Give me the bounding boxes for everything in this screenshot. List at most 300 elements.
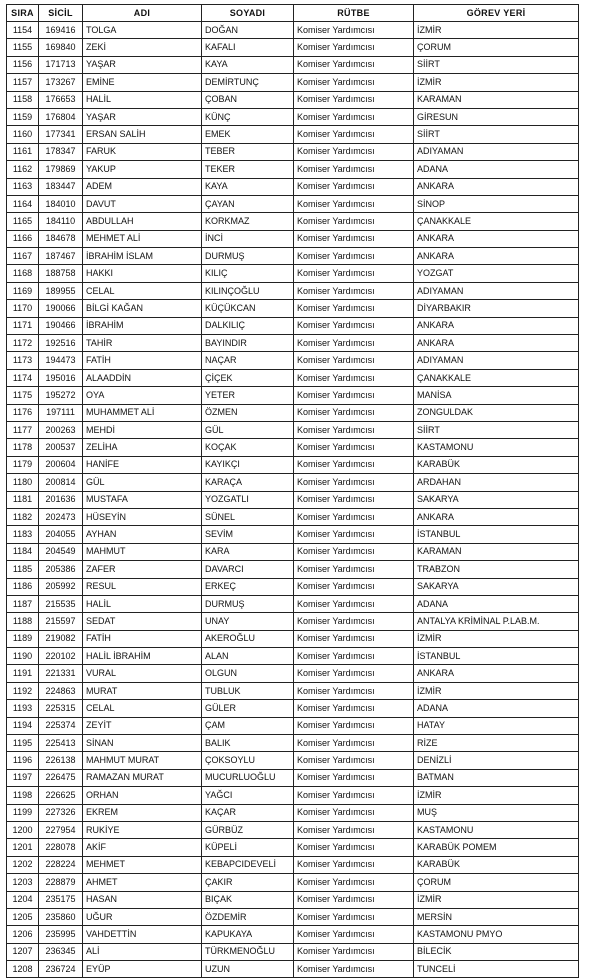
cell-sira: 1165: [7, 213, 39, 230]
table-row: [7, 74, 579, 91]
cell-sira: 1192: [7, 682, 39, 699]
cell-gorev-yeri: ANKARA: [414, 508, 579, 525]
cell-sira: 1164: [7, 195, 39, 212]
table-row: [7, 213, 579, 230]
table-row: [7, 108, 579, 125]
cell-sicil: 200604: [39, 456, 83, 473]
cell-soyadi: ÇOBAN: [202, 91, 294, 108]
table-row: [7, 265, 579, 282]
cell-soyadi: KOÇAK: [202, 439, 294, 456]
cell-gorev-yeri: İZMİR: [414, 891, 579, 908]
table-row: [7, 126, 579, 143]
cell-soyadi: UNAY: [202, 613, 294, 630]
cell-soyadi: ÖZMEN: [202, 404, 294, 421]
table-row: [7, 491, 579, 508]
cell-rutbe: Komiser Yardımcısı: [294, 943, 414, 960]
cell-sira: 1190: [7, 648, 39, 665]
table-row: [7, 735, 579, 752]
cell-rutbe: Komiser Yardımcısı: [294, 317, 414, 334]
cell-gorev-yeri: ANKARA: [414, 178, 579, 195]
cell-rutbe: Komiser Yardımcısı: [294, 926, 414, 943]
header-sira: SIRA: [7, 5, 39, 22]
table-row: [7, 648, 579, 665]
cell-sicil: 200263: [39, 421, 83, 438]
table-row: [7, 700, 579, 717]
cell-gorev-yeri: RİZE: [414, 735, 579, 752]
cell-gorev-yeri: İSTANBUL: [414, 526, 579, 543]
cell-sicil: 228879: [39, 874, 83, 891]
cell-soyadi: BIÇAK: [202, 891, 294, 908]
cell-gorev-yeri: İZMİR: [414, 22, 579, 39]
cell-sira: 1193: [7, 700, 39, 717]
cell-rutbe: Komiser Yardımcısı: [294, 56, 414, 73]
cell-gorev-yeri: KARABÜK: [414, 856, 579, 873]
cell-sicil: 173267: [39, 74, 83, 91]
cell-soyadi: ÖZDEMİR: [202, 908, 294, 925]
table-row: [7, 908, 579, 925]
table-row: [7, 387, 579, 404]
cell-adi: ALİ: [83, 943, 202, 960]
table-row: [7, 526, 579, 543]
cell-rutbe: Komiser Yardımcısı: [294, 700, 414, 717]
cell-adi: YAŞAR: [83, 108, 202, 125]
cell-sira: 1206: [7, 926, 39, 943]
cell-sira: 1198: [7, 787, 39, 804]
cell-soyadi: OLGUN: [202, 665, 294, 682]
cell-sicil: 200537: [39, 439, 83, 456]
cell-soyadi: KARAÇA: [202, 474, 294, 491]
cell-sicil: 184678: [39, 230, 83, 247]
cell-gorev-yeri: SAKARYA: [414, 578, 579, 595]
header-soyadi: SOYADI: [202, 5, 294, 22]
table-row: [7, 787, 579, 804]
cell-gorev-yeri: GİRESUN: [414, 108, 579, 125]
cell-sicil: 219082: [39, 630, 83, 647]
cell-rutbe: Komiser Yardımcısı: [294, 543, 414, 560]
cell-gorev-yeri: ADANA: [414, 595, 579, 612]
table-row: [7, 178, 579, 195]
cell-sira: 1178: [7, 439, 39, 456]
cell-sira: 1208: [7, 961, 39, 978]
cell-soyadi: TUBLUK: [202, 682, 294, 699]
cell-sicil: 194473: [39, 352, 83, 369]
cell-gorev-yeri: ADIYAMAN: [414, 352, 579, 369]
cell-adi: DAVUT: [83, 195, 202, 212]
table-row: [7, 578, 579, 595]
cell-sicil: 225315: [39, 700, 83, 717]
cell-sicil: 205992: [39, 578, 83, 595]
table-row: [7, 230, 579, 247]
table-row: [7, 613, 579, 630]
cell-gorev-yeri: KASTAMONU PMYO: [414, 926, 579, 943]
table-row: [7, 352, 579, 369]
cell-rutbe: Komiser Yardımcısı: [294, 839, 414, 856]
cell-gorev-yeri: ARDAHAN: [414, 474, 579, 491]
cell-adi: ZEYİT: [83, 717, 202, 734]
table-row: [7, 926, 579, 943]
cell-sira: 1197: [7, 769, 39, 786]
table-row: [7, 682, 579, 699]
cell-adi: AKİF: [83, 839, 202, 856]
cell-sira: 1180: [7, 474, 39, 491]
cell-adi: BİLGİ KAĞAN: [83, 300, 202, 317]
cell-sira: 1181: [7, 491, 39, 508]
cell-rutbe: Komiser Yardımcısı: [294, 230, 414, 247]
cell-rutbe: Komiser Yardımcısı: [294, 74, 414, 91]
cell-adi: ADEM: [83, 178, 202, 195]
cell-adi: HAKKI: [83, 265, 202, 282]
table-row: [7, 439, 579, 456]
cell-sicil: 176804: [39, 108, 83, 125]
table-row: [7, 769, 579, 786]
cell-sicil: 205386: [39, 561, 83, 578]
cell-rutbe: Komiser Yardımcısı: [294, 108, 414, 125]
cell-sicil: 188758: [39, 265, 83, 282]
cell-gorev-yeri: DENİZLİ: [414, 752, 579, 769]
table-row: [7, 369, 579, 386]
cell-rutbe: Komiser Yardımcısı: [294, 682, 414, 699]
cell-soyadi: DOĞAN: [202, 22, 294, 39]
table-row: [7, 543, 579, 560]
cell-sicil: 235860: [39, 908, 83, 925]
personnel-table: [6, 4, 579, 978]
cell-rutbe: Komiser Yardımcısı: [294, 526, 414, 543]
cell-soyadi: GÜL: [202, 421, 294, 438]
cell-soyadi: BALIK: [202, 735, 294, 752]
cell-sira: 1166: [7, 230, 39, 247]
cell-sicil: 224863: [39, 682, 83, 699]
cell-adi: HALİL: [83, 595, 202, 612]
cell-soyadi: AKEROĞLU: [202, 630, 294, 647]
cell-gorev-yeri: KARABÜK POMEM: [414, 839, 579, 856]
cell-sicil: 179869: [39, 161, 83, 178]
cell-rutbe: Komiser Yardımcısı: [294, 769, 414, 786]
cell-adi: FARUK: [83, 143, 202, 160]
cell-sira: 1200: [7, 821, 39, 838]
cell-sira: 1170: [7, 300, 39, 317]
cell-rutbe: Komiser Yardımcısı: [294, 300, 414, 317]
cell-soyadi: NAÇAR: [202, 352, 294, 369]
cell-sicil: 195272: [39, 387, 83, 404]
cell-adi: ABDULLAH: [83, 213, 202, 230]
cell-rutbe: Komiser Yardımcısı: [294, 39, 414, 56]
cell-gorev-yeri: İZMİR: [414, 630, 579, 647]
cell-soyadi: ÇOKSOYLU: [202, 752, 294, 769]
cell-adi: MAHMUT: [83, 543, 202, 560]
cell-adi: HALİL: [83, 91, 202, 108]
cell-gorev-yeri: İZMİR: [414, 74, 579, 91]
cell-sira: 1207: [7, 943, 39, 960]
cell-adi: MUHAMMET ALİ: [83, 404, 202, 421]
cell-adi: EYÜP: [83, 961, 202, 978]
cell-rutbe: Komiser Yardımcısı: [294, 752, 414, 769]
table-row: [7, 630, 579, 647]
cell-soyadi: TEBER: [202, 143, 294, 160]
cell-sicil: 226475: [39, 769, 83, 786]
cell-sira: 1183: [7, 526, 39, 543]
table-row: [7, 195, 579, 212]
cell-rutbe: Komiser Yardımcısı: [294, 161, 414, 178]
cell-soyadi: DURMUŞ: [202, 248, 294, 265]
cell-rutbe: Komiser Yardımcısı: [294, 578, 414, 595]
cell-sicil: 200814: [39, 474, 83, 491]
cell-sira: 1156: [7, 56, 39, 73]
table-body: [7, 22, 579, 978]
cell-adi: SİNAN: [83, 735, 202, 752]
cell-soyadi: YOZGATLI: [202, 491, 294, 508]
table-row: [7, 317, 579, 334]
cell-sira: 1185: [7, 561, 39, 578]
cell-soyadi: ALAN: [202, 648, 294, 665]
table-row: [7, 474, 579, 491]
cell-soyadi: KILINÇOĞLU: [202, 282, 294, 299]
cell-soyadi: SEVİM: [202, 526, 294, 543]
table-row: [7, 404, 579, 421]
cell-sira: 1157: [7, 74, 39, 91]
cell-sicil: 192516: [39, 335, 83, 352]
table-row: [7, 143, 579, 160]
cell-gorev-yeri: KASTAMONU: [414, 821, 579, 838]
cell-rutbe: Komiser Yardımcısı: [294, 961, 414, 978]
cell-rutbe: Komiser Yardımcısı: [294, 335, 414, 352]
cell-sicil: 227954: [39, 821, 83, 838]
table-row: [7, 248, 579, 265]
cell-soyadi: EMEK: [202, 126, 294, 143]
cell-soyadi: ÇAM: [202, 717, 294, 734]
cell-soyadi: ÇİÇEK: [202, 369, 294, 386]
table-row: [7, 456, 579, 473]
cell-rutbe: Komiser Yardımcısı: [294, 804, 414, 821]
table-row: [7, 804, 579, 821]
cell-soyadi: UZUN: [202, 961, 294, 978]
cell-gorev-yeri: YOZGAT: [414, 265, 579, 282]
table-row: [7, 874, 579, 891]
cell-adi: ERSAN SALİH: [83, 126, 202, 143]
cell-adi: HASAN: [83, 891, 202, 908]
cell-rutbe: Komiser Yardımcısı: [294, 856, 414, 873]
cell-sicil: 226625: [39, 787, 83, 804]
table-row: [7, 335, 579, 352]
cell-rutbe: Komiser Yardımcısı: [294, 908, 414, 925]
cell-sicil: 227326: [39, 804, 83, 821]
cell-sira: 1172: [7, 335, 39, 352]
cell-adi: TAHİR: [83, 335, 202, 352]
cell-gorev-yeri: ANKARA: [414, 317, 579, 334]
cell-adi: RAMAZAN MURAT: [83, 769, 202, 786]
header-gorev-yeri: GÖREV YERİ: [414, 5, 579, 22]
table-row: [7, 595, 579, 612]
cell-gorev-yeri: ANKARA: [414, 335, 579, 352]
table-row: [7, 282, 579, 299]
cell-sira: 1195: [7, 735, 39, 752]
table-header-row: [7, 5, 579, 22]
cell-adi: EKREM: [83, 804, 202, 821]
cell-rutbe: Komiser Yardımcısı: [294, 178, 414, 195]
cell-adi: MEHDİ: [83, 421, 202, 438]
cell-sira: 1171: [7, 317, 39, 334]
cell-sicil: 215597: [39, 613, 83, 630]
cell-adi: MUSTAFA: [83, 491, 202, 508]
cell-rutbe: Komiser Yardımcısı: [294, 248, 414, 265]
cell-sicil: 201636: [39, 491, 83, 508]
cell-soyadi: DAVARCI: [202, 561, 294, 578]
cell-soyadi: KILIÇ: [202, 265, 294, 282]
cell-rutbe: Komiser Yardımcısı: [294, 387, 414, 404]
cell-rutbe: Komiser Yardımcısı: [294, 143, 414, 160]
cell-adi: AYHAN: [83, 526, 202, 543]
cell-gorev-yeri: ANKARA: [414, 248, 579, 265]
cell-sira: 1155: [7, 39, 39, 56]
header-rutbe: RÜTBE: [294, 5, 414, 22]
cell-rutbe: Komiser Yardımcısı: [294, 22, 414, 39]
cell-adi: RESUL: [83, 578, 202, 595]
cell-sicil: 202473: [39, 508, 83, 525]
cell-gorev-yeri: ADIYAMAN: [414, 143, 579, 160]
cell-sicil: 197111: [39, 404, 83, 421]
cell-adi: CELAL: [83, 282, 202, 299]
table-row: [7, 856, 579, 873]
table-row: [7, 56, 579, 73]
cell-gorev-yeri: İSTANBUL: [414, 648, 579, 665]
cell-rutbe: Komiser Yardımcısı: [294, 717, 414, 734]
cell-soyadi: KÜÇÜKCAN: [202, 300, 294, 317]
header-sicil: SİCİL: [39, 5, 83, 22]
cell-sira: 1167: [7, 248, 39, 265]
cell-sira: 1158: [7, 91, 39, 108]
cell-sicil: 228224: [39, 856, 83, 873]
cell-adi: SEDAT: [83, 613, 202, 630]
cell-soyadi: DALKILIÇ: [202, 317, 294, 334]
cell-sicil: 220102: [39, 648, 83, 665]
cell-gorev-yeri: HATAY: [414, 717, 579, 734]
cell-sicil: 195016: [39, 369, 83, 386]
cell-soyadi: TEKER: [202, 161, 294, 178]
cell-gorev-yeri: ÇORUM: [414, 39, 579, 56]
cell-soyadi: KORKMAZ: [202, 213, 294, 230]
table-row: [7, 752, 579, 769]
cell-adi: AHMET: [83, 874, 202, 891]
cell-adi: GÜL: [83, 474, 202, 491]
cell-rutbe: Komiser Yardımcısı: [294, 474, 414, 491]
cell-sira: 1175: [7, 387, 39, 404]
cell-sira: 1182: [7, 508, 39, 525]
table-row: [7, 421, 579, 438]
cell-sicil: 177341: [39, 126, 83, 143]
cell-sira: 1177: [7, 421, 39, 438]
cell-rutbe: Komiser Yardımcısı: [294, 369, 414, 386]
cell-adi: HÜSEYİN: [83, 508, 202, 525]
cell-adi: OYA: [83, 387, 202, 404]
cell-rutbe: Komiser Yardımcısı: [294, 282, 414, 299]
cell-adi: ALAADDİN: [83, 369, 202, 386]
table-row: [7, 717, 579, 734]
cell-sicil: 190466: [39, 317, 83, 334]
cell-adi: VAHDETTİN: [83, 926, 202, 943]
table-row: [7, 665, 579, 682]
cell-gorev-yeri: MERSİN: [414, 908, 579, 925]
cell-gorev-yeri: MUŞ: [414, 804, 579, 821]
cell-sicil: 184110: [39, 213, 83, 230]
cell-sira: 1163: [7, 178, 39, 195]
cell-sira: 1154: [7, 22, 39, 39]
table-row: [7, 161, 579, 178]
cell-sicil: 169416: [39, 22, 83, 39]
cell-rutbe: Komiser Yardımcısı: [294, 456, 414, 473]
cell-rutbe: Komiser Yardımcısı: [294, 404, 414, 421]
cell-gorev-yeri: ADIYAMAN: [414, 282, 579, 299]
table-row: [7, 91, 579, 108]
cell-rutbe: Komiser Yardımcısı: [294, 821, 414, 838]
cell-rutbe: Komiser Yardımcısı: [294, 787, 414, 804]
cell-rutbe: Komiser Yardımcısı: [294, 265, 414, 282]
cell-rutbe: Komiser Yardımcısı: [294, 613, 414, 630]
cell-soyadi: KARA: [202, 543, 294, 560]
cell-soyadi: KAÇAR: [202, 804, 294, 821]
cell-soyadi: KAPUKAYA: [202, 926, 294, 943]
cell-sira: 1160: [7, 126, 39, 143]
cell-rutbe: Komiser Yardımcısı: [294, 561, 414, 578]
cell-rutbe: Komiser Yardımcısı: [294, 630, 414, 647]
cell-gorev-yeri: İZMİR: [414, 787, 579, 804]
cell-adi: MEHMET ALİ: [83, 230, 202, 247]
cell-soyadi: BAYINDIR: [202, 335, 294, 352]
cell-rutbe: Komiser Yardımcısı: [294, 665, 414, 682]
cell-rutbe: Komiser Yardımcısı: [294, 508, 414, 525]
cell-gorev-yeri: MANİSA: [414, 387, 579, 404]
cell-sira: 1196: [7, 752, 39, 769]
cell-gorev-yeri: ÇANAKKALE: [414, 369, 579, 386]
cell-soyadi: TÜRKMENOĞLU: [202, 943, 294, 960]
cell-gorev-yeri: ZONGULDAK: [414, 404, 579, 421]
cell-sicil: 183447: [39, 178, 83, 195]
cell-sicil: 204055: [39, 526, 83, 543]
cell-sicil: 225374: [39, 717, 83, 734]
cell-gorev-yeri: BİLECİK: [414, 943, 579, 960]
cell-sira: 1168: [7, 265, 39, 282]
cell-adi: HALİL İBRAHİM: [83, 648, 202, 665]
cell-gorev-yeri: SİNOP: [414, 195, 579, 212]
cell-sira: 1205: [7, 908, 39, 925]
cell-gorev-yeri: DİYARBAKIR: [414, 300, 579, 317]
cell-adi: İBRAHİM İSLAM: [83, 248, 202, 265]
table-row: [7, 943, 579, 960]
cell-adi: FATİH: [83, 630, 202, 647]
cell-adi: ZEKİ: [83, 39, 202, 56]
cell-sira: 1188: [7, 613, 39, 630]
table-row: [7, 22, 579, 39]
cell-soyadi: SÜNEL: [202, 508, 294, 525]
cell-soyadi: KEBAPCIDEVELİ: [202, 856, 294, 873]
cell-soyadi: ÇAYAN: [202, 195, 294, 212]
cell-rutbe: Komiser Yardımcısı: [294, 421, 414, 438]
cell-soyadi: KAYA: [202, 56, 294, 73]
cell-sicil: 236724: [39, 961, 83, 978]
cell-sira: 1184: [7, 543, 39, 560]
cell-gorev-yeri: ÇORUM: [414, 874, 579, 891]
cell-rutbe: Komiser Yardımcısı: [294, 439, 414, 456]
cell-soyadi: ERKEÇ: [202, 578, 294, 595]
cell-adi: UĞUR: [83, 908, 202, 925]
cell-adi: FATİH: [83, 352, 202, 369]
cell-soyadi: GÜRBÜZ: [202, 821, 294, 838]
cell-soyadi: KAYIKÇI: [202, 456, 294, 473]
cell-soyadi: KAFALI: [202, 39, 294, 56]
table-row: [7, 300, 579, 317]
cell-gorev-yeri: BATMAN: [414, 769, 579, 786]
cell-adi: YAKUP: [83, 161, 202, 178]
cell-rutbe: Komiser Yardımcısı: [294, 874, 414, 891]
cell-adi: MEHMET: [83, 856, 202, 873]
